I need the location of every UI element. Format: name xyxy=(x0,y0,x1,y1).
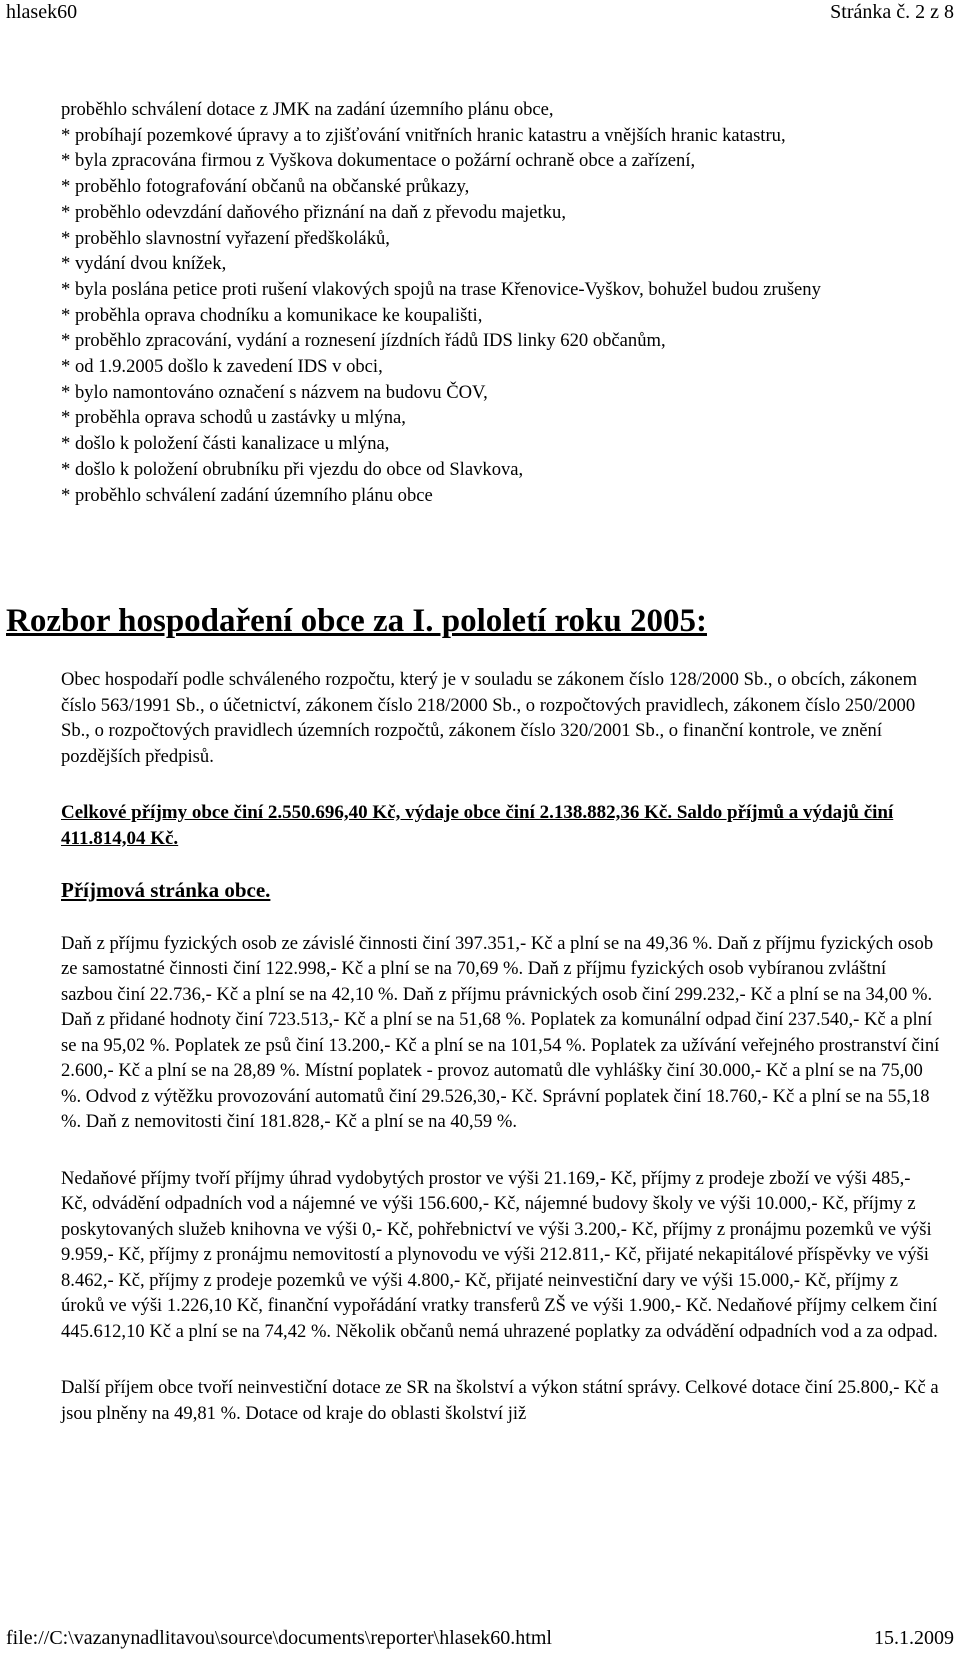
list-item: * od 1.9.2005 došlo k zavedení IDS v obci, xyxy=(61,356,383,378)
income-heading: Příjmová stránka obce. xyxy=(61,878,271,902)
file-path: file://C:\vazanynadlitavou\source\documents\reporter\hlasek60.html xyxy=(6,1627,552,1649)
page-footer xyxy=(0,1626,960,1654)
list-item: * proběhlo zpracování, vydání a roznesení jízdních řádů IDS linky 620 občanům, xyxy=(61,330,666,352)
list-item: * proběhla oprava schodů u zastávky u mlýna, xyxy=(61,407,406,429)
intro-paragraph: Obec hospodaří podle schváleného rozpočtu, který je v souladu se zákonem číslo 128/2000 Sb., o obcích, zákonem číslo 563/1991 Sb., o účetnictví, zákonem číslo 218/2000 Sb., o rozpočtových pravidlech, zákonem číslo 250/2000 Sb., o rozpočtových pravidlech územních rozpočtů, zákonem číslo 320/2001 Sb., o finanční kontrole, ve znění pozdějších předpisů. xyxy=(61,669,918,767)
list-item: * byla poslána petice proti rušení vlakových spojů na trase Křenovice-Vyškov, bohužel budou zrušeny xyxy=(61,278,821,300)
list-item: proběhlo schválení dotace z JMK na zadání územního plánu obce, xyxy=(61,99,554,120)
news-list xyxy=(61,97,941,508)
list-item: * proběhlo slavnostní vyřazení předškoláků, xyxy=(61,227,390,249)
tax-income-paragraph: Daň z příjmu fyzických osob ze závislé činnosti činí 397.351,- Kč a plní se na 49,36 %. Daň z příjmu fyzických osob ze samostatné činnosti činí 122.998,- Kč a plní se na 70,69 %. Daň z příjmu fyzických osob vybíranou zvláštní sazbou činí 22.736,- Kč a plní se na 42,10 %. Daň z příjmu právnických osob činí 299.232,- Kč a plní se na 34,00 %. Daň z přidané hodnoty činí 723.513,- Kč a plní se na 51,68 %. Poplatek za komunální odpad činí 237.540,- Kč a plní se na 95,02 %. Poplatek ze psů činí 13.200,- Kč a plní se na 101,54 %. Poplatek za užívání veřejného prostranství činí 2.600,- Kč a plní se na 28,89 %. Místní poplatek - provoz automatů dle vyhlášky činí 30.000,- Kč a plní se na 75,00 %. Odvod z výtěžku provozování automatů činí 29.526,30,- Kč. Správní poplatek činí 18.760,- Kč a plní se na 55,18 %. Daň z nemovitosti činí 181.828,- Kč a plní se na 40,59 %. xyxy=(61,932,940,1132)
list-item: * proběhlo odevzdání daňového přiznání na daň z převodu majetku, xyxy=(61,201,566,223)
list-item: * proběhlo schválení zadání územního plánu obce xyxy=(61,484,433,506)
list-item: * došlo k položení části kanalizace u mlýna, xyxy=(61,433,390,455)
section-title: Rozbor hospodaření obce za I. pololetí roku 2005: xyxy=(6,603,707,639)
nontax-income-paragraph: Nedaňové příjmy tvoří příjmy úhrad vydobytých prostor ve výši 21.169,- Kč, příjmy z prodeje zboží ve výši 485,- Kč, odvádění odpadních vod a nájemné ve výši 156.600,- Kč, nájemné budovy školy ve výši 10.000,- Kč, příjmy z poskytovaných služeb knihovna ve výši 0,- Kč, pohřebnictví ve výši 3.200,- Kč, příjmy z pronájmu pozemků ve výši 9.959,- Kč, příjmy z pronájmu nemovitostí a plynovodu ve výši 212.811,- Kč, přijaté nekapitálové příspěvky ve výši 8.462,- Kč, příjmy z prodeje pozemků ve výši 4.800,- Kč, přijaté neinvestiční dary ve výši 15.000,- Kč, příjmy z úroků ve výši 1.226,10 Kč, finanční vypořádání vratky transferů ZŠ ve výši 1.900,- Kč. Nedaňové příjmy celkem činí 445.612,10 Kč a plní se na 74,42 %. Několik občanů nemá uhrazené poplatky za odvádění odpadních vod a za odpad. xyxy=(61,1167,938,1342)
document-name: hlasek60 xyxy=(6,1,78,23)
list-item: * proběhla oprava chodníku a komunikace ke koupališti, xyxy=(61,304,483,326)
other-income-paragraph: Další příjem obce tvoří neinvestiční dotace ze SR na školství a výkon státní správy. Celkové dotace činí 25.800,- Kč a jsou plněny na 49,81 %. Dotace od kraje do oblasti školství již xyxy=(61,1377,939,1424)
totals-paragraph: Celkové příjmy obce činí 2.550.696,40 Kč, výdaje obce činí 2.138.882,36 Kč. Saldo příjmů a výdajů činí 411.814,04 Kč. xyxy=(61,802,894,849)
list-item: * došlo k položení obrubníku při vjezdu do obce od Slavkova, xyxy=(61,458,524,480)
page-number: Stránka č. 2 z 8 xyxy=(830,1,954,23)
list-item: * probíhají pozemkové úpravy a to zjišťování vnitřních hranic katastru a vnějších hranic katastru, xyxy=(61,124,786,146)
print-date: 15.1.2009 xyxy=(874,1627,954,1649)
main-content xyxy=(61,97,941,508)
list-item: * byla zpracována firmou z Vyškova dokumentace o požární ochraně obce a zařízení, xyxy=(61,150,696,172)
list-item: * proběhlo fotografování občanů na občanské průkazy, xyxy=(61,176,470,198)
page-header xyxy=(0,0,960,32)
list-item: * vydání dvou knížek, xyxy=(61,253,227,275)
list-item: * bylo namontováno označení s názvem na budovu ČOV, xyxy=(61,381,488,403)
budget-report xyxy=(61,667,941,1426)
